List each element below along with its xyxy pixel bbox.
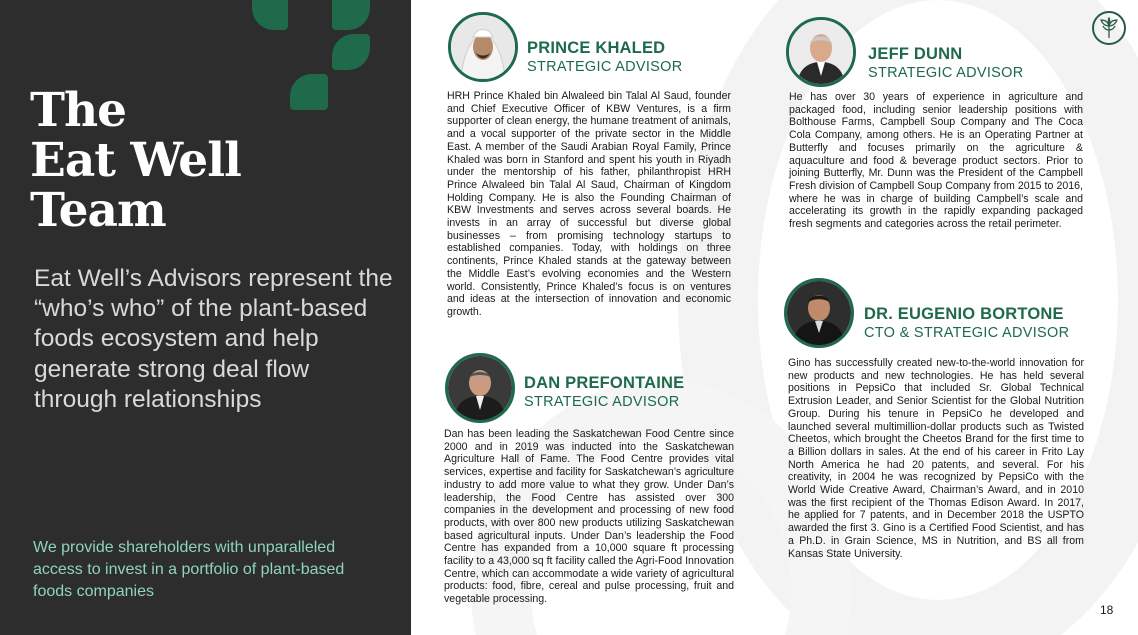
leaf-decoration-icon: [332, 0, 370, 30]
advisor-role: STRATEGIC ADVISOR: [868, 65, 1024, 81]
advisor-role: STRATEGIC ADVISOR: [524, 394, 680, 410]
advisor-bio: Dan has been leading the Saskatchewan Food Centre since 2000 and in 2019 was inducted into the Saskatchewan Agriculture Hall of Fame. The Food Centre provides vital services, expertise and facility for Saskatchewan’s agriculture industry to add more value to what they grow. Under Dan’s leadership, the Food Centre has assisted over 300 companies in the development and processing of new food products, with over 800 new products utilizing Saskatchewan based agricultural inputs. Under Dan’s leadership the Food Centre has expanded from a 10,000 square ft processing facility to a 43,000 sq ft facility called the Agri-Food Innovation Centre, which can accommodate a wide variety of agricultural products: food, fibre, cereal and pulse processing, fruit and vegetable processing.: [444, 428, 734, 606]
leaf-decoration-icon: [252, 0, 288, 30]
advisor-name: JEFF DUNN: [868, 45, 963, 63]
advisor-bio: Gino has successfully created new-to-the-world innovation for new products and new technologies. He has held several positions in PepsiCo that included Sr. Global Technical Extrusion Leader, and Senior Scientist for the Global Nutrition Group. During his tenure in PepsiCo he developed and launched several multimillion-dollar products such as Twisted Cheetos, which brought the Cheetos Brand for the first time to a Billion dollars in sales. At the end of his career in Frito Lay North America he had 20 patents, and several. For his creativity, in 2004 he was recognized by PepsiCo with the World Wide Creative Award, Chairman’s Award, and in 2010 was the first recipient of the Thomas Edison Award. In 2017, he applied for 7 patents, and in December 2018 the USPTO awarded the first 3. Gino is a Certified Food Scientist, and has a Ph.D. in Grain Science, MS in Nutrition, and BS all from Kansas State University.: [788, 357, 1084, 560]
avatar: [448, 12, 518, 82]
advisor-role: CTO & STRATEGIC ADVISOR: [864, 325, 1070, 341]
advisor-name: DAN PREFONTAINE: [524, 374, 685, 392]
advisor-role: STRATEGIC ADVISOR: [527, 59, 683, 75]
advisor-bio: He has over 30 years of experience in agriculture and packaged food, including senior leadership positions with Bolthouse Farms, Campbell Soup Company and The Coca Cola Company, among others. He is an Operating Partner at Butterfly and focuses primarily on the agriculture & aquaculture and food & beverage product sectors. Prior to joining Butterfly, Mr. Dunn was the President of the Campbell Fresh division of Campbell Soup Company from 2015 to 2016, where he was in charge of building Campbell’s scale and accelerating its growth in the rapidly expanding packaged fresh segments and categories across the retail perimeter.: [789, 91, 1083, 231]
page-title: [30, 83, 241, 238]
eat-well-logo-icon: [1092, 11, 1126, 45]
advisor-name: PRINCE KHALED: [527, 39, 666, 57]
advisors-intro: Eat Well’s Advisors represent the “who’s who” of the plant-based foods ecosystem and help generate strong deal flow through relationships: [34, 265, 393, 413]
shareholder-note: We provide shareholders with unparalleled access to invest in a portfolio of plant-based foods companies: [33, 539, 345, 600]
title-line: Team: [30, 183, 166, 238]
leaf-decoration-icon: [290, 74, 328, 110]
left-panel: [0, 0, 411, 635]
leaf-decoration-icon: [332, 34, 370, 70]
advisor-bio: HRH Prince Khaled bin Alwaleed bin Talal Al Saud, founder and Chief Executive Officer of KBW Ventures, is a firm supporter of clean energy, the humane treatment of animals, and a vocal supporter of the private sector in the Middle East. A member of the Saudi Arabian Royal Family, Prince Khaled was born in Stanford and spent his youth in Riyadh under the mentorship of his father, philanthropist HRH Prince Alwaleed bin Talal Al Saud, Chairman of Kingdom Holding Company. He is also the Founding Chairman of KBW Investments and serves across several boards. He invests in an array of successful but diverse global businesses – from promising technology startups to established companies. Today, with holdings on three continents, Prince Khaled stands at the gateway between the Middle East’s evolving economies and the Western world. Consistently, Prince Khaled’s focus is on ventures and ideas at the intersection of innovation and economic growth.: [447, 90, 731, 318]
page-number: 18: [1100, 603, 1114, 617]
avatar: [786, 17, 856, 87]
title-line: The: [30, 83, 127, 138]
avatar: [784, 278, 854, 348]
avatar: [445, 353, 515, 423]
title-line: Eat Well: [30, 133, 241, 188]
advisor-name: DR. EUGENIO BORTONE: [864, 305, 1064, 323]
